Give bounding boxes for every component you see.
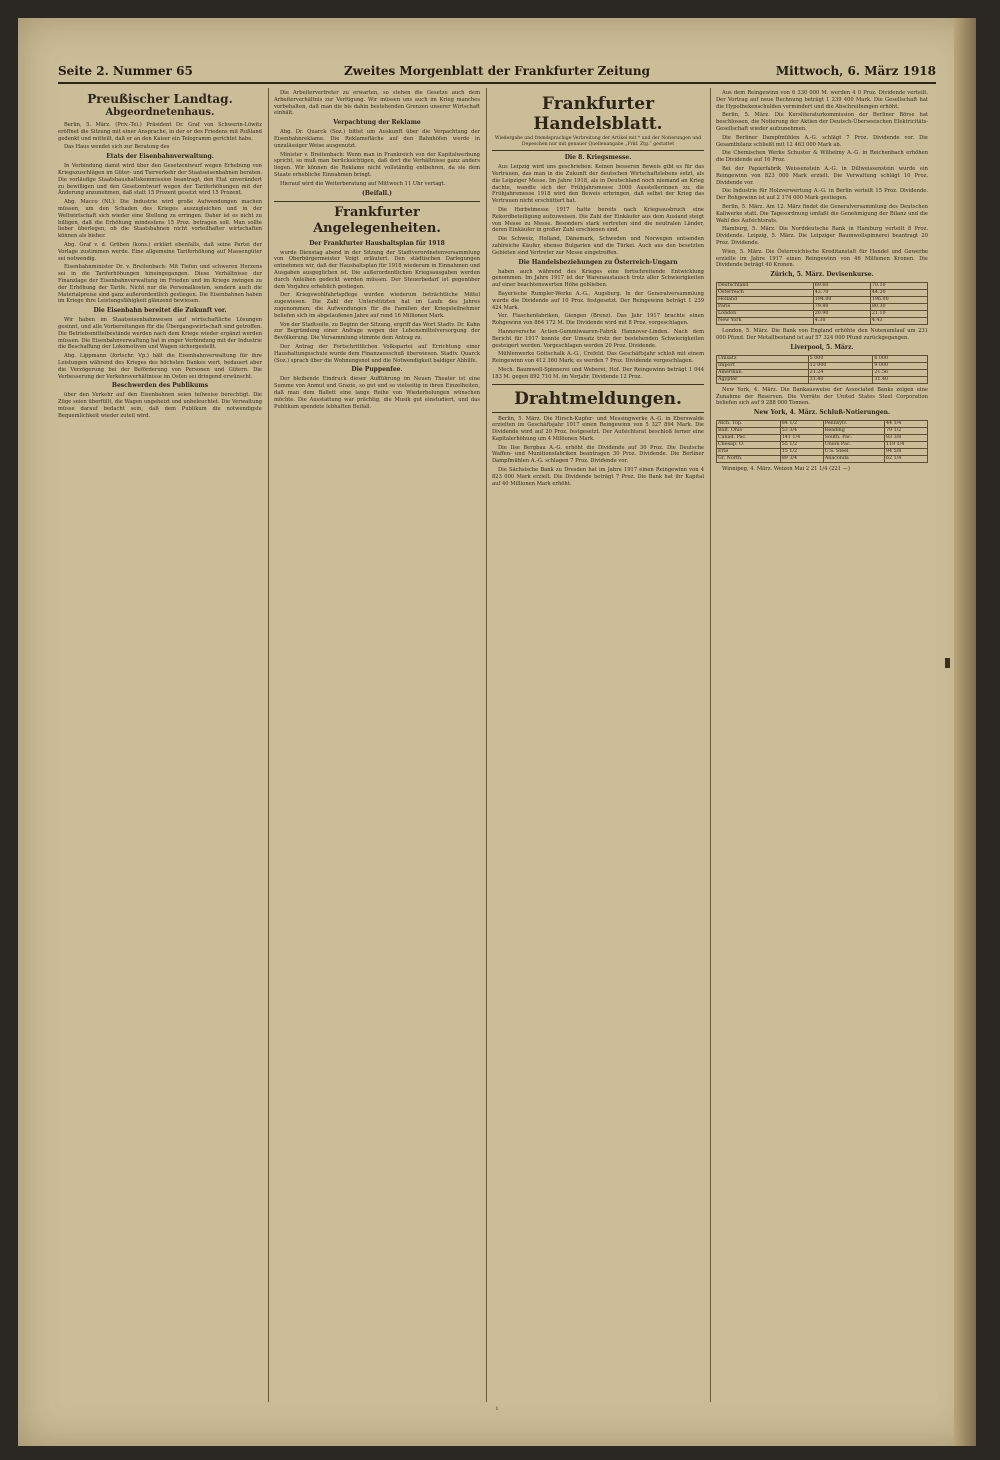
article-paragraph: Das Haus wendet sich zur Beratung des — [64, 144, 170, 151]
table-cell: New York — [717, 318, 814, 325]
section-subheading: Abgeordnetenhaus. — [105, 107, 215, 118]
article-paragraph: Aus Leipzig wird uns geschrieben: Keinen besseren Beweis gibt es für das Vertrauen, das man in die Zukunft der deutschen Wirtschaftslebens setzt, als die Leipziger Messe. Im Jahre 1918, als in Deutschland noch niemand an Krieg dachte, wandte sich der Frühjahrsmesse 3000 Ausstellerinnen zu; die Frühjahrsmesse 1918 wird den Beweis erbringen, daß selbst der Krieg das Vertrauen nicht erschüttert hat. — [492, 164, 704, 205]
article-paragraph: Berlin, 5. März. Die Kursliteraturkommission der Berliner Börse hat beschlossen, die Notierung der Aktien der Deutsch-Überseeischen Elektricitäts-Gesellschaft wieder aufzunehmen. — [716, 112, 928, 132]
table-cell: Chesap. O. — [717, 442, 781, 449]
table-row — [717, 283, 928, 290]
table-cell: 70.10 — [870, 283, 927, 290]
divider — [492, 150, 704, 151]
table-cell: 12 000 — [808, 362, 873, 369]
table-cell: Anaconda — [823, 456, 884, 463]
table-cell: 89 3/4 — [780, 456, 823, 463]
table-cell: Atch. Top. — [717, 421, 781, 428]
article-paragraph: Der bleibende Eindruck dieser Aufführung im Neuen Theater ist eine Summe von Anmut und Grazie, so gut und so vielseitig in ihren Einzelheiten, daß man dem Ballett eine lange Reihe von Wiederholungen wünschen möchte. Die Ausstattung war prächtig, die Musik gut einstudiert, und das Publikum spendete lebhaften Beifall. — [274, 376, 480, 410]
article-paragraph: Abg. Macco (NL): Die Industrie wird große Aufwendungen machen müssen, um den Schaden des Krieges auszugleichen und in der Weltwirtschaft sich wieder eine Stellung zu erringen. Daher ist es nicht zu billigen, daß die Erhöhung mindestens 15 Proz. betragen soll. Man sollte lieber überlegen, ob die Staatsbahnen nicht vorteilhafter wirtschaften können als bisher. — [58, 199, 262, 240]
article-paragraph: Bei der Papierfabrik Weissenstein A.-G. in Dillweissenstein wurde ein Reingewinn von 823 000 Mark erzielt. Die Verwaltung schlägt 10 Proz. Dividende vor. — [716, 165, 928, 186]
section-heading: Frankfurter Handelsblatt. — [533, 94, 663, 134]
column-handelsblatt — [492, 90, 704, 1402]
table-cell: 62 1/4 — [884, 456, 927, 463]
table-title: Liverpool, 5. März. — [790, 343, 854, 351]
table-cell: 31.40 — [808, 376, 873, 383]
table-cell: London — [717, 311, 814, 318]
article-paragraph: Die Berliner Dampfmühlen A.-G. schlägt 7 Proz. Dividende vor. Die Gesamtbilanz schließt mit 12 463 000 Mark ab. — [716, 134, 928, 148]
article-paragraph: In Verbindung damit wird über den Gesetzentwurf wegen Erhebung von Kriegszuschlägen im Güter- und Tierverkehr der Staatseisenbahnen beraten. Die vorläufige Staatshaushaltskommission beantragt, den Etat unverändert zu bewilligen und den Gesetzentwurf wegen der Tariferhöhungen mit der Änderung anzunehmen, daß statt 15 Prozent gesetzt wird 15 Prozent. — [58, 163, 262, 197]
table-row — [717, 355, 928, 362]
article-paragraph: Bayerische Rumpler-Werke A.-G., Augsburg. In der Generalversammlung wurde die Dividende auf 10 Proz. festgesetzt. Der Reingewinn beträgt 1 239 424 Mark. — [492, 290, 704, 311]
table-cell: 44 1/4 — [884, 421, 927, 428]
table-cell: 6 000 — [873, 355, 928, 362]
article-paragraph: Der Kriegswohlfahrtspflege wurden wiederum beträchtliche Mittel zugewiesen. Die Zahl der Unterstützten hat im Laufe des Jahres zugenommen; die Aufwendungen für die Familien der Kriegsteilnehmer beliefen sich im abgelaufenen Jahre auf rund 16 Millionen Mark. — [274, 292, 480, 319]
table-cell: 53 3/4 — [780, 428, 823, 435]
article-subtitle: Etats der Eisenbahnverwaltung. — [106, 153, 214, 161]
table-cell: 83 3/8 — [884, 435, 927, 442]
table-cell: Amerikan. — [717, 369, 809, 376]
column-rule — [268, 88, 269, 1402]
table-row — [717, 362, 928, 369]
column-rule — [486, 88, 487, 1402]
table-title: New York, 4. März. Schluß-Notierungen. — [753, 409, 891, 417]
article-paragraph: Die Schweiz, Holland, Dänemark, Schweden und Norwegen entsenden zahlreiche Käufer, ebenso Bulgarien und die Türkei. Auch aus den besetzten Gebieten sind Vertreter zur Messe eingetroffen. — [492, 236, 704, 256]
article-paragraph: Minister v. Breitenbach: Wenn man in Frankreich von der Kapitalwerbung spricht, so muß man berücksichtigen, daß dort die Verhältnisse ganz anders liegen. Wir können die Reklame nicht vollständig entbehren, da sie dem Staate erhebliche Einnahmen bringt. — [274, 151, 480, 178]
article-paragraph: Aus dem Reingewinn von 6 330 000 M. werden 4 0 Proz. Dividende verteilt. Der Vortrag auf neue Rechnung beträgt 1 239 400 Mark. Die Gesellschaft hat die Hypothekenschulden vermindert und die Abschreibungen erhöht. — [716, 90, 928, 110]
article-paragraph: Die Industrie für Holzverwertung A.-G. in Berlin verteilt 15 Proz. Dividende. Der Rohgewinn ist auf 2 174 000 Mark gestiegen. — [716, 188, 928, 202]
divider — [492, 412, 704, 413]
newspaper-page — [18, 18, 976, 1446]
table-row — [717, 428, 928, 435]
article-subtitle: Die 8. Kriegsmesse. — [564, 154, 632, 162]
article-subtitle: Beschwerden des Publikums — [111, 382, 209, 390]
article-paragraph: Der Antrag der Fortschrittlichen Volkspartei auf Errichtung einer Haushaltungsschule wurde dem Finanzausschuß überwiesen. Stadtv. Quarck (Soz.) sprach über die Wohnungsnot und die Notwendigkeit baldiger Abhilfe. — [274, 343, 480, 364]
article-paragraph: Berlin, 5. März. (Priv.-Tel.) Präsident Dr. Graf von Schwerin-Löwitz eröffnet die Sitzung mit einer Ansprache, in der er des Friedens mit Rußland gedenkt und mitteilt, daß er an den Kaiser ein Telegramm gerichtet habe. — [58, 122, 262, 142]
column-landtag — [58, 90, 262, 1402]
issue-date: Mittwoch, 6. März 1918 — [775, 64, 936, 78]
section-heading: Frankfurter Angelegenheiten. — [313, 204, 441, 236]
table-row — [717, 311, 928, 318]
table-row — [717, 435, 928, 442]
reprint-notice: Wiedergabe und fremdsprachige Verbreitung der Artikel mit * und der Notierungen und Depeschen nur mit genauer Quellenangabe „Frkf. Ztg.“ gestattet — [494, 136, 702, 147]
table-cell: 80.30 — [870, 304, 927, 311]
article-paragraph: Hannoversche Actien-Gummiwaaren-Fabrik Hannover-Linden. Nach dem Bericht für 1917 konnte der Umsatz trotz der bestehenden Schwierigkeiten gesteigert werden. Vorgeschlagen werden 20 Proz. Dividende. — [492, 328, 704, 349]
table-cell: Balt. Ohio — [717, 428, 781, 435]
table-cell: 4.43 — [870, 318, 927, 325]
table-cell: 9 000 — [873, 362, 928, 369]
divider — [492, 384, 704, 385]
table-cell: Canad. Pac. — [717, 435, 781, 442]
article-paragraph: Hamburg, 5. März. Die Norddeutsche Bank in Hamburg verteilt 8 Proz. Dividende. Leipzig, 5. März. Die Leipziger Baumwollspinnerei beantragt 20 Proz. Dividende. — [716, 226, 928, 246]
table-cell: 119 1/4 — [884, 442, 927, 449]
table-cell: 31.40 — [873, 376, 928, 383]
table-cell: 79.80 — [813, 304, 870, 311]
article-paragraph: Abg. Graf v. d. Gröben (kons.) erklärt ebenfalls, daß seine Partei der Vorlage zustimmen werde. Eine allgemeine Tariferhöhung auf Massengüter sei notwendig. — [58, 241, 262, 262]
table-cell: 141 1/4 — [780, 435, 823, 442]
table-cell: Erie — [717, 449, 781, 456]
table-cell: 15 1/2 — [780, 449, 823, 456]
article-subtitle: Die Handelsbeziehungen zu Österreich-Ungarn — [518, 258, 678, 266]
article-paragraph: Die Herbstmesse 1917 hatte bereits nach Kriegsausbruch eine Rekordbeteiligung aufzuweisen. Die Zahl der Einkäufer aus dem Ausland steigt von Messe zu Messe. Besonders stark vertreten sind die neutralen Länder, deren Einkäufer in großer Zahl erschienen sind. — [492, 206, 704, 234]
table-row — [717, 304, 928, 311]
table-cell: Reading — [823, 428, 884, 435]
table-row — [717, 318, 928, 325]
table-cell: U.S. Steel — [823, 449, 884, 456]
table-cell: 194.00 — [813, 297, 870, 304]
article-paragraph: Wien, 5. März. Die Österreichische Kreditanstalt für Handel und Gewerbe erzielte im Jahre 1917 einen Reingewinn von 46 Millionen Kronen. Die Dividende beträgt 40 Kronen. — [716, 248, 928, 269]
cotton-market-table — [716, 355, 928, 384]
article-paragraph: Berlin, 5. März. Die Hirsch-Kupfer- und Messingwerke A.-G. in Eberswalde erzielten im Geschäftsjahr 1917 einen Reingewinn von 5 327 894 Mark. Die Dividende wird auf 20 Proz. festgesetzt. Der Aufsichtsrat beschloß ferner eine Kapitalerhöhung um 4 Millionen Mark. — [492, 415, 704, 442]
column-rule — [710, 88, 711, 1402]
table-cell: Pennsylv. — [823, 421, 884, 428]
table-cell: 69.60 — [813, 283, 870, 290]
exchange-rate-table — [716, 282, 928, 325]
table-row — [717, 369, 928, 376]
section-heading: Drahtmeldungen. — [514, 388, 682, 409]
article-paragraph: Winnipeg, 4. März. Weizen Mai 2 21 1/4 (221 —) — [722, 466, 850, 473]
table-cell: 55 1/2 — [780, 442, 823, 449]
article-subtitle: Die Eisenbahn bereitet die Zukunft vor. — [93, 307, 227, 315]
table-cell: 196.00 — [870, 297, 927, 304]
article-paragraph: Mech. Baumwoll-Spinnerei und Weberei, Hof. Der Reingewinn beträgt 1 044 183 M. gegen 892 710 M. im Vorjahr. Dividende 12 Proz. — [492, 366, 704, 380]
page-number: Seite 2. Nummer 65 — [58, 64, 193, 78]
article-paragraph: wurde Dienstag abend in der Sitzung der Stadtverordnetenversammlung von Oberbürgermeister Voigt erläutert. Den städtischen Darlegungen entnehmen wir, daß der Haushaltsplan für 1918 wiederum in Einnahmen und Ausgaben ausgeglichen ist. Die außerordentlichen Kriegsausgaben werden durch Anleihen gedeckt werden müssen. Der Steuerbedarf ist gegenüber dem Vorjahre erheblich gestiegen. — [274, 249, 480, 290]
page-header — [58, 58, 936, 84]
table-cell: Holland — [717, 297, 814, 304]
table-row — [717, 442, 928, 449]
article-paragraph: London, 5. März. Die Bank von England erhöhte den Notenumlauf um 231 000 Pfund. Der Metallbestand ist auf 57 324 000 Pfund zurückgegangen. — [716, 328, 928, 341]
table-cell: Paris — [717, 304, 814, 311]
table-title: Zürich, 5. März. Devisenkurse. — [770, 271, 874, 279]
article-subtitle: Die Puppenfee. — [351, 366, 403, 374]
table-cell: South. Pac. — [823, 435, 884, 442]
column-frankfurt — [274, 90, 480, 1402]
section-heading: Preußischer Landtag. — [87, 92, 233, 106]
article-paragraph: Die Chemischen Werke Schuster & Wilhelmy A.-G. in Reichenbach erhöhen die Dividende auf 16 Proz. — [716, 150, 928, 164]
table-cell: 21.24 — [808, 369, 873, 376]
table-row — [717, 297, 928, 304]
table-cell: Gr. North. — [717, 456, 781, 463]
table-cell: 94 5/8 — [884, 449, 927, 456]
table-cell: Österreich — [717, 290, 814, 297]
article-paragraph: Abg. Dr. Quarck (Soz.) bittet um Auskunft über die Verpachtung der Eisenbahnreklame. Die Reklamefläche auf den Bahnhöfen werde in unzulässiger Weise ausgenutzt. — [274, 129, 480, 149]
article-signoff: (Beifall.) — [362, 189, 392, 197]
divider — [274, 201, 480, 202]
table-row — [717, 449, 928, 456]
article-paragraph: Wir haben im Staatseisenbahnwesen auf wirtschaftliche Lösungen gesinnt, und alle Vorbereitungen für die Übergangswirtschaft sind getroffen. Die Betriebsmittelbestände werden nach dem Kriege wieder ergänzt werden müssen. Die Eisenbahnverwaltung hat in enger Verbindung mit der Industrie die Beschaffung der Lokomotiven und Wagen sichergestellt. — [58, 317, 262, 351]
article-paragraph: Die Arbeitervertreter zu erwarten, so stehen die Gesetze auch dem Arbeiterverhältnis zur Verfügung. Wir müssen uns auch im Krieg manches vorbehalten, daß man die bis dahin bestehenden Grenzen unserer Wirtschaft einhält. — [274, 90, 480, 117]
table-row — [717, 376, 928, 383]
table-cell: 84 1/2 — [780, 421, 823, 428]
article-paragraph: Die Sächsische Bank zu Dresden hat im Jahre 1917 einen Reingewinn von 4 823 000 Mark erzielt. Die Dividende beträgt 7 Proz. Die Bank hat ihr Kapital auf 40 Millionen Mark erhöht. — [492, 467, 704, 487]
article-paragraph: Ver. Flaschenfabriken, Giengen (Brenz). Das Jahr 1917 brachte einen Rohgewinn von 864 172 M. Die Dividende wird mit 8 Proz. vorgeschlagen. — [492, 313, 704, 327]
table-cell: 21.10 — [870, 311, 927, 318]
article-paragraph: über den Verkehr auf den Eisenbahnen seien teilweise berechtigt. Die Züge seien überfüllt, die Wagen ungeheizt und unbeleuchtet. Die Verwaltung müsse darauf bedacht sein, daß dem Publikum die notwendigste Bequemlichkeit wieder zuteil wird. — [58, 392, 262, 419]
article-paragraph: New York, 4. März. Die Bankausweise der Associated Banks zeigen eine Zunahme der Reserven. Die Vorräte der United States Steel Corporation beliefen sich auf 9 288 000 Tonnen. — [716, 386, 928, 407]
table-cell: 21.56 — [873, 369, 928, 376]
page-edge — [954, 18, 976, 1446]
column-market-reports — [716, 90, 928, 1402]
table-cell: 43.70 — [813, 290, 870, 297]
table-cell: Umsatz — [717, 355, 809, 362]
article-paragraph: Berlin, 5. März. Am 12. März findet die Generalversammlung des Deutschen Kaliwerke statt. Die Tagesordnung umfaßt die Genehmigung der Bilanz und die Wahl des Aufsichtsrats. — [716, 203, 928, 224]
table-row — [717, 456, 928, 463]
table-cell: 79 1/2 — [884, 428, 927, 435]
article-paragraph: Abg. Lippmann (fortschr. Vp.) hält die Eisenbahnverwaltung für ihre Leistungen während des Krieges des höchsten Dankes wert, bedauert aber die Verzögerung bei der Beförderung von Personen und Gütern. Die Verbesserung der Verkehrsverhältnisse im Osten sei dringend erwünscht. — [58, 353, 262, 380]
stock-quotes-table — [716, 420, 928, 463]
table-cell: 5 000 — [808, 355, 873, 362]
page-footer-mark: 1 — [495, 1406, 499, 1412]
table-cell: Ägypter — [717, 376, 809, 383]
table-cell: 4.38 — [813, 318, 870, 325]
table-cell: Union Pac. — [823, 442, 884, 449]
masthead-title: Zweites Morgenblatt der Frankfurter Zeitung — [344, 64, 650, 78]
table-row — [717, 290, 928, 297]
article-paragraph: Von der Stadtseite, zu Beginn der Sitzung, ergriff das Wort Stadtv. Dr. Kahn zur Begründung einer Anfrage wegen der Lebensmittelversorgung der Bevölkerung. Die Versammlung stimmte dem Antrag zu. — [274, 321, 480, 342]
article-paragraph: Die Ilse Bergbau A.-G. erhöht die Dividende auf 30 Proz. Die Deutsche Waffen- und Munitionsfabriken beantragen 30 Proz. Dividende. Die Berliner Dampfmühlen A.-G. schlagen 7 Proz. Dividende vor. — [492, 444, 704, 465]
article-paragraph: Hierauf wird die Weiterberatung auf Mittwoch 11 Uhr vertagt. — [280, 180, 446, 187]
article-paragraph: Mühlenwerke Gottschalk A.-G., Crefeld. Das Geschäftsjahr schloß mit einem Reingewinn von 412 360 Mark; es werden 7 Proz. Dividende vorgeschlagen. — [492, 351, 704, 365]
article-subtitle: Der Frankfurter Haushaltsplan für 1918 — [309, 239, 445, 247]
table-cell: Import — [717, 362, 809, 369]
article-paragraph: Eisenbahnminister Dr. v. Breitenbach: Mit Tiefen und schweren Herzens sei in die Tariferhöhungen hineingegangen. Diese Verhältnisse der Finanzlage der Eisenbahnverwaltung im Frieden und im Kriege zwingen zu der Erhöhung der Tarife. Nicht nur die Personalkosten, sondern auch die Materialpreise sind ganz außerordentlich gestiegen. Die Eisenbahnen haben im Kriege ihre Leistungsfähigkeit glänzend bewiesen. — [58, 264, 262, 305]
table-cell: 20.90 — [813, 311, 870, 318]
table-row — [717, 421, 928, 428]
article-paragraph: haben auch während des Krieges eine fortschreitende Entwicklung genommen. Im Jahre 1917 ist der Warenaustausch trotz aller Schwierigkeiten auf einer beachtenswerten Höhe geblieben. — [492, 268, 704, 289]
table-cell: Deutschland — [717, 283, 814, 290]
page-tab-marker — [945, 658, 950, 668]
table-cell: 44.20 — [870, 290, 927, 297]
article-subtitle: Verpachtung der Reklame — [333, 119, 421, 127]
